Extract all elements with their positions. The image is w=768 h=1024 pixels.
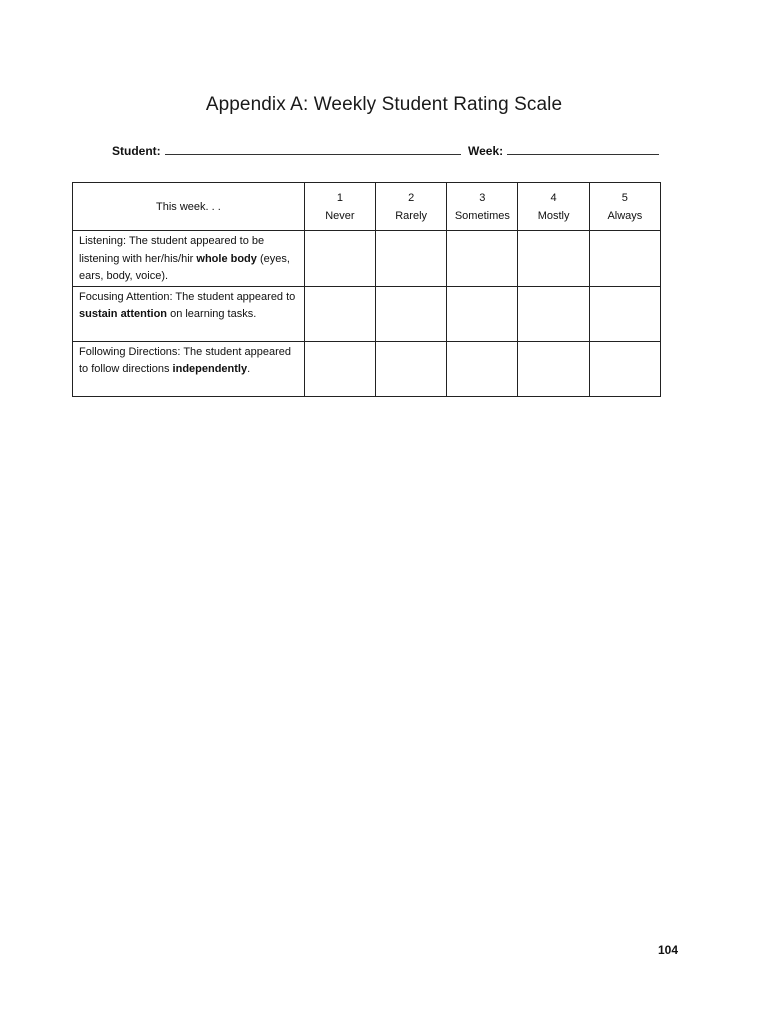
rating-table [72, 182, 661, 397]
table-header-row [73, 183, 661, 231]
week-label: Week: [468, 144, 504, 158]
table-row [73, 341, 661, 396]
scale-header-3: 3 Sometimes [447, 183, 518, 231]
rating-cell[interactable] [304, 341, 375, 396]
rating-cell[interactable] [447, 341, 518, 396]
student-blank-line[interactable] [165, 143, 461, 155]
table-row [73, 231, 661, 287]
rating-cell[interactable] [447, 286, 518, 341]
behavior-following-directions: Following Directions: The student appeared to follow directions independently. [73, 341, 305, 396]
scale-header-4: 4 Mostly [518, 183, 589, 231]
rating-cell[interactable] [304, 231, 375, 287]
student-week-fields [112, 143, 659, 158]
rating-cell[interactable] [518, 286, 589, 341]
rating-cell[interactable] [589, 286, 660, 341]
student-label: Student: [112, 144, 161, 158]
rating-cell[interactable] [376, 231, 447, 287]
table-row [73, 286, 661, 341]
rating-cell[interactable] [518, 341, 589, 396]
rating-cell[interactable] [376, 341, 447, 396]
scale-header-1: 1 Never [304, 183, 375, 231]
this-week-header: This week. . . [73, 183, 305, 231]
behavior-focusing-attention: Focusing Attention: The student appeared to sustain attention on learning tasks. [73, 286, 305, 341]
rating-cell[interactable] [304, 286, 375, 341]
rating-cell[interactable] [589, 341, 660, 396]
scale-header-5: 5 Always [589, 183, 660, 231]
week-blank-line[interactable] [507, 143, 659, 155]
rating-cell[interactable] [447, 231, 518, 287]
page-number: 104 [657, 943, 678, 957]
page-title: Appendix A: Weekly Student Rating Scale [205, 94, 563, 115]
scale-header-2: 2 Rarely [376, 183, 447, 231]
rating-cell[interactable] [518, 231, 589, 287]
rating-cell[interactable] [589, 231, 660, 287]
rating-cell[interactable] [376, 286, 447, 341]
behavior-listening: Listening: The student appeared to be listening with her/his/hir whole body (eyes, ears, body, voice). [73, 231, 305, 287]
